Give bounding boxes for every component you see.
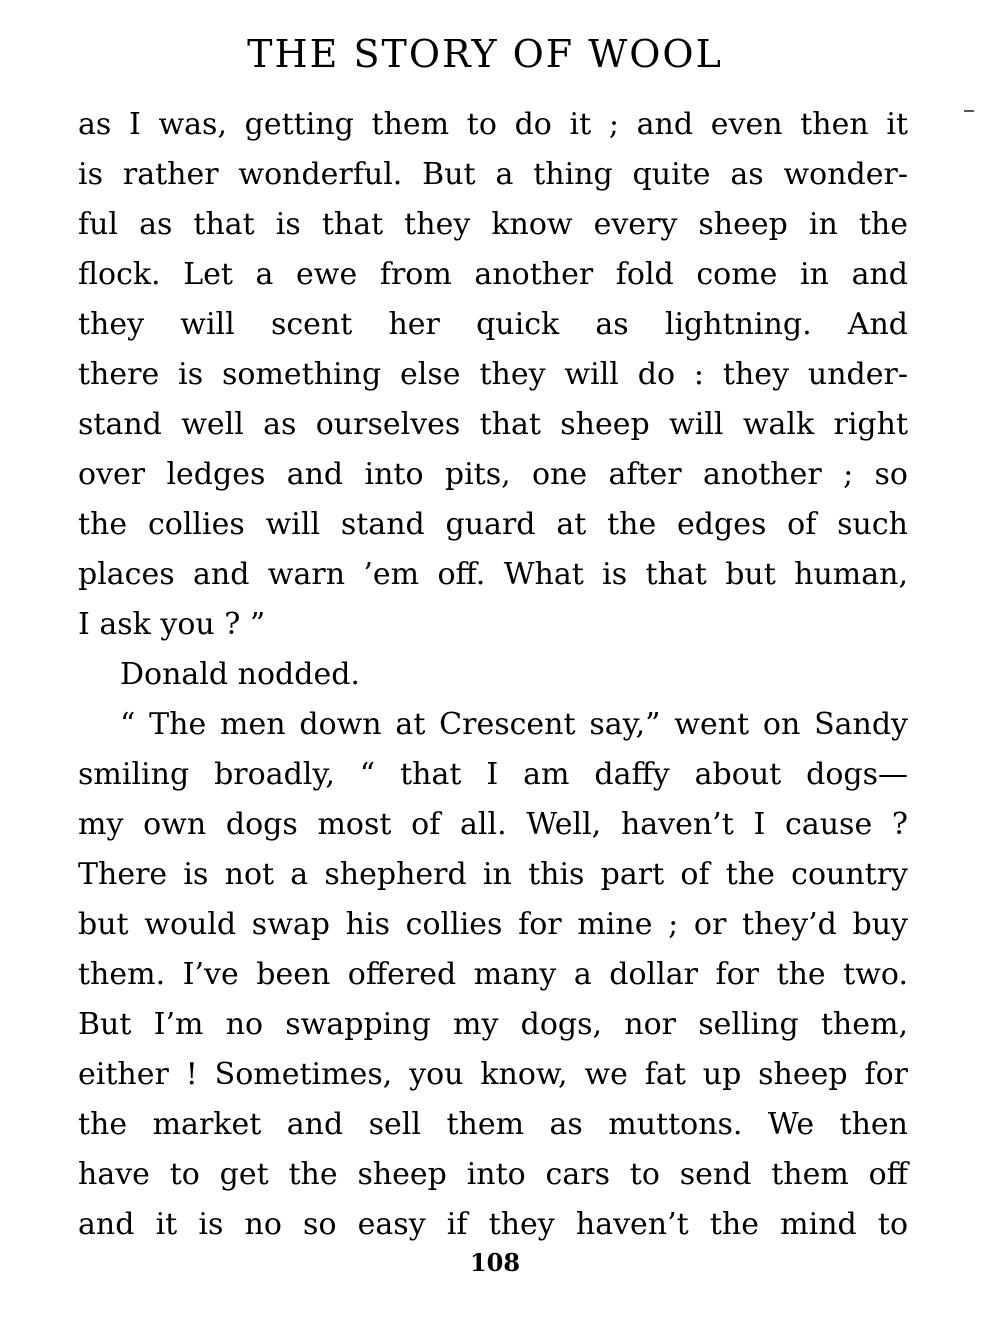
page-number: 108 — [469, 1248, 521, 1277]
running-head: THE STORY OF WOOL — [247, 32, 723, 76]
text-line: There is not a shepherd in this part of the country — [78, 857, 908, 892]
text-line: they will scent her quick as lightning. And — [78, 307, 908, 342]
body-text — [78, 100, 908, 1250]
text-line: have to get the sheep into cars to send them off — [78, 1157, 908, 1192]
text-line: there is something else they will do : they under- — [78, 357, 908, 392]
text-line: flock. Let a ewe from another fold come in and — [78, 257, 908, 292]
text-line: I ask you ? ” — [78, 607, 266, 642]
text-line: either ! Sometimes, you know, we fat up sheep for — [78, 1057, 908, 1092]
text-line: is rather wonderful. But a thing quite as wonder- — [78, 157, 908, 192]
text-line: the market and sell them as muttons. We then — [78, 1107, 908, 1142]
text-line: ful as that is that they know every sheep in the — [78, 207, 908, 242]
text-line: but would swap his collies for mine ; or they’d buy — [78, 907, 908, 942]
text-line: as I was, getting them to do it ; and even then it — [78, 107, 908, 142]
text-line: my own dogs most of all. Well, haven’t I cause ? — [78, 807, 908, 842]
text-line: smiling broadly, “ that I am daffy about dogs— — [78, 757, 908, 792]
text-line: stand well as ourselves that sheep will walk right — [78, 407, 908, 442]
text-line: them. I’ve been offered many a dollar for the two. — [78, 957, 908, 992]
scan-edge-mark — [964, 110, 974, 112]
text-line: the collies will stand guard at the edges of such — [78, 507, 908, 542]
text-line: But I’m no swapping my dogs, nor selling them, — [78, 1007, 908, 1042]
text-line: Donald nodded. — [120, 657, 360, 692]
text-line: and it is no so easy if they haven’t the mind to — [78, 1207, 908, 1242]
text-line: over ledges and into pits, one after another ; so — [78, 457, 908, 492]
text-line: places and warn ’em off. What is that but human, — [78, 557, 908, 592]
text-line: “ The men down at Crescent say,” went on Sandy — [120, 707, 908, 742]
